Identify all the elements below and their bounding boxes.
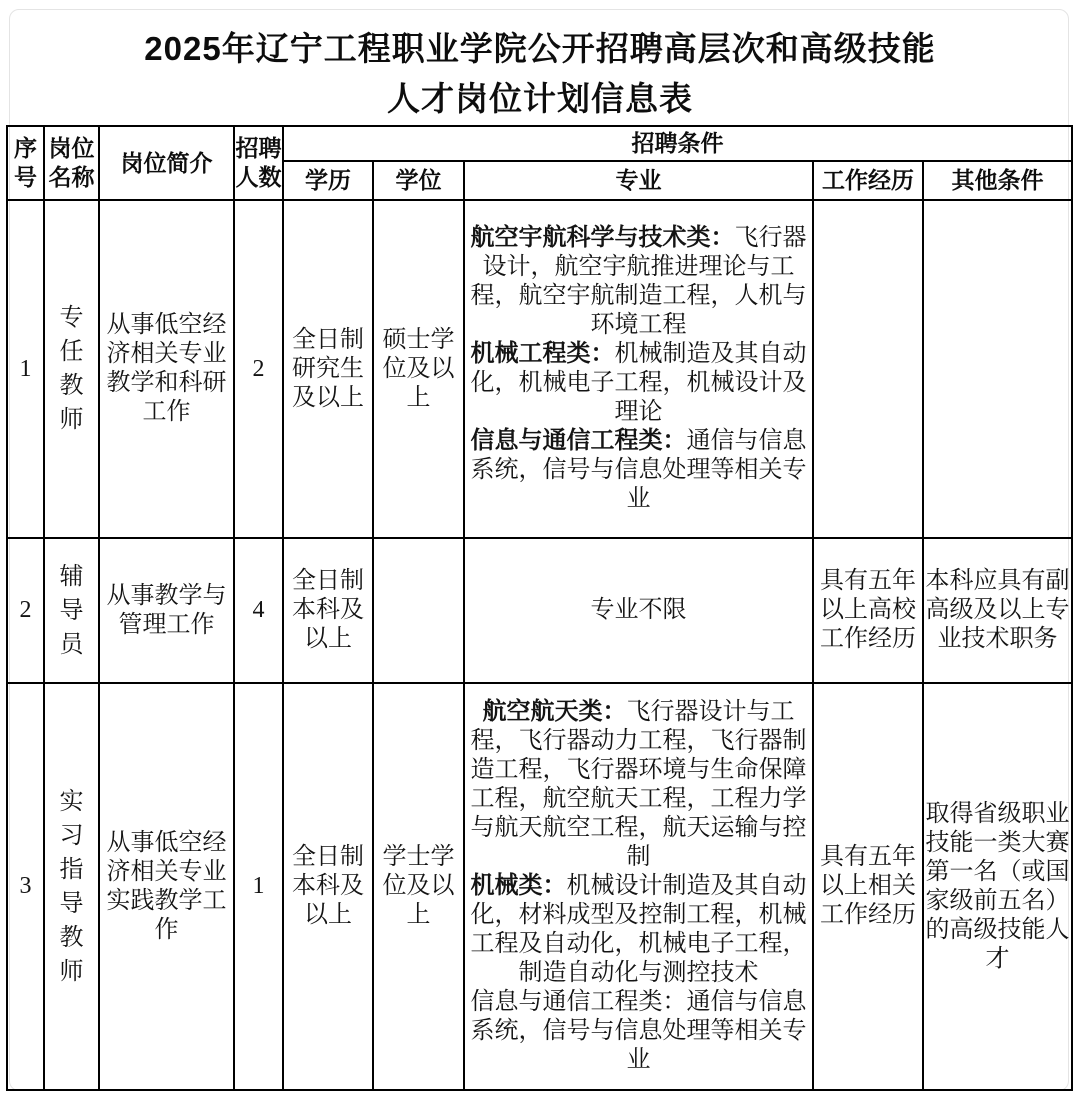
row3-count: 1 [234, 683, 283, 1090]
row3-education: 全日制本科及以上 [283, 683, 373, 1090]
row2-position-text: 辅导员 [59, 563, 84, 658]
header-recruit-conditions: 招聘条件 [283, 126, 1072, 161]
header-major: 专业 [464, 161, 813, 200]
row3-major-segment-3: 信息与通信工程类：通信与信息系统，信号与信息处理等相关专业 [470, 989, 807, 1073]
row3-degree: 学士学位及以上 [373, 683, 464, 1090]
row1-position [44, 200, 99, 538]
row1-intro: 从事低空经济相关专业教学和科研工作 [99, 200, 234, 538]
row1-major-segment-1: 航空宇航科学与技术类：飞行器设计，航空宇航推进理论与工程，航空宇航制造工程，人机与环境工程 [470, 225, 807, 338]
row3-intro: 从事低空经济相关专业实践教学工作 [99, 683, 234, 1090]
row2-no: 2 [7, 538, 44, 683]
header-other: 其他条件 [923, 161, 1072, 200]
header-experience: 工作经历 [813, 161, 923, 200]
header-recruit-count: 招聘人数 [234, 126, 283, 200]
row3-other: 取得省级职业技能一类大赛第一名（或国家级前五名）的高级技能人才 [923, 683, 1072, 1090]
title-line-2: 人才岗位计划信息表 [387, 80, 693, 117]
page-title [0, 24, 1080, 124]
row2-other: 本科应具有副高级及以上专业技术职务 [923, 538, 1072, 683]
header-no: 序号 [7, 126, 44, 200]
row1-no: 1 [7, 200, 44, 538]
row3-position-text: 实习指导教师 [59, 788, 84, 985]
row2-position [44, 538, 99, 683]
table-row-1 [7, 200, 1072, 538]
row3-no: 3 [7, 683, 44, 1090]
row1-experience [813, 200, 923, 538]
row2-experience: 具有五年以上高校工作经历 [813, 538, 923, 683]
row3-experience: 具有五年以上相关工作经历 [813, 683, 923, 1090]
header-position-intro: 岗位简介 [99, 126, 234, 200]
row1-degree: 硕士学位及以上 [373, 200, 464, 538]
row1-major-segment-2: 机械工程类：机械制造及其自动化，机械电子工程，机械设计及理论 [470, 341, 807, 425]
table-row-2 [7, 538, 1072, 683]
row1-position-text: 专任教师 [59, 305, 84, 433]
row1-count: 2 [234, 200, 283, 538]
title-line-1: 2025年辽宁工程职业学院公开招聘高层次和高级技能 [144, 30, 936, 67]
row2-degree [373, 538, 464, 683]
row2-education: 全日制本科及以上 [283, 538, 373, 683]
header-row-top [7, 126, 1072, 161]
row3-position [44, 683, 99, 1090]
row1-other [923, 200, 1072, 538]
row1-major-segment-3: 信息与通信工程类：通信与信息系统，信号与信息处理等相关专业 [470, 428, 807, 512]
row1-major [464, 200, 813, 538]
table-row-3 [7, 683, 1072, 1090]
row3-major-segment-1: 航空航天类：飞行器设计与工程，飞行器动力工程，飞行器制造工程，飞行器环境与生命保障工程，航空航天工程，工程力学与航天航空工程，航天运输与控制 [470, 699, 807, 870]
row3-major-segment-2: 机械类：机械设计制造及其自动化，材料成型及控制工程，机械工程及自动化，机械电子工程，制造自动化与测控技术 [470, 873, 807, 986]
header-degree: 学位 [373, 161, 464, 200]
row1-education: 全日制研究生及以上 [283, 200, 373, 538]
row2-major: 专业不限 [464, 538, 813, 683]
recruitment-table [6, 125, 1073, 1091]
row3-major [464, 683, 813, 1090]
header-position-name: 岗位名称 [44, 126, 99, 200]
row2-count: 4 [234, 538, 283, 683]
row2-intro: 从事教学与管理工作 [99, 538, 234, 683]
header-education: 学历 [283, 161, 373, 200]
